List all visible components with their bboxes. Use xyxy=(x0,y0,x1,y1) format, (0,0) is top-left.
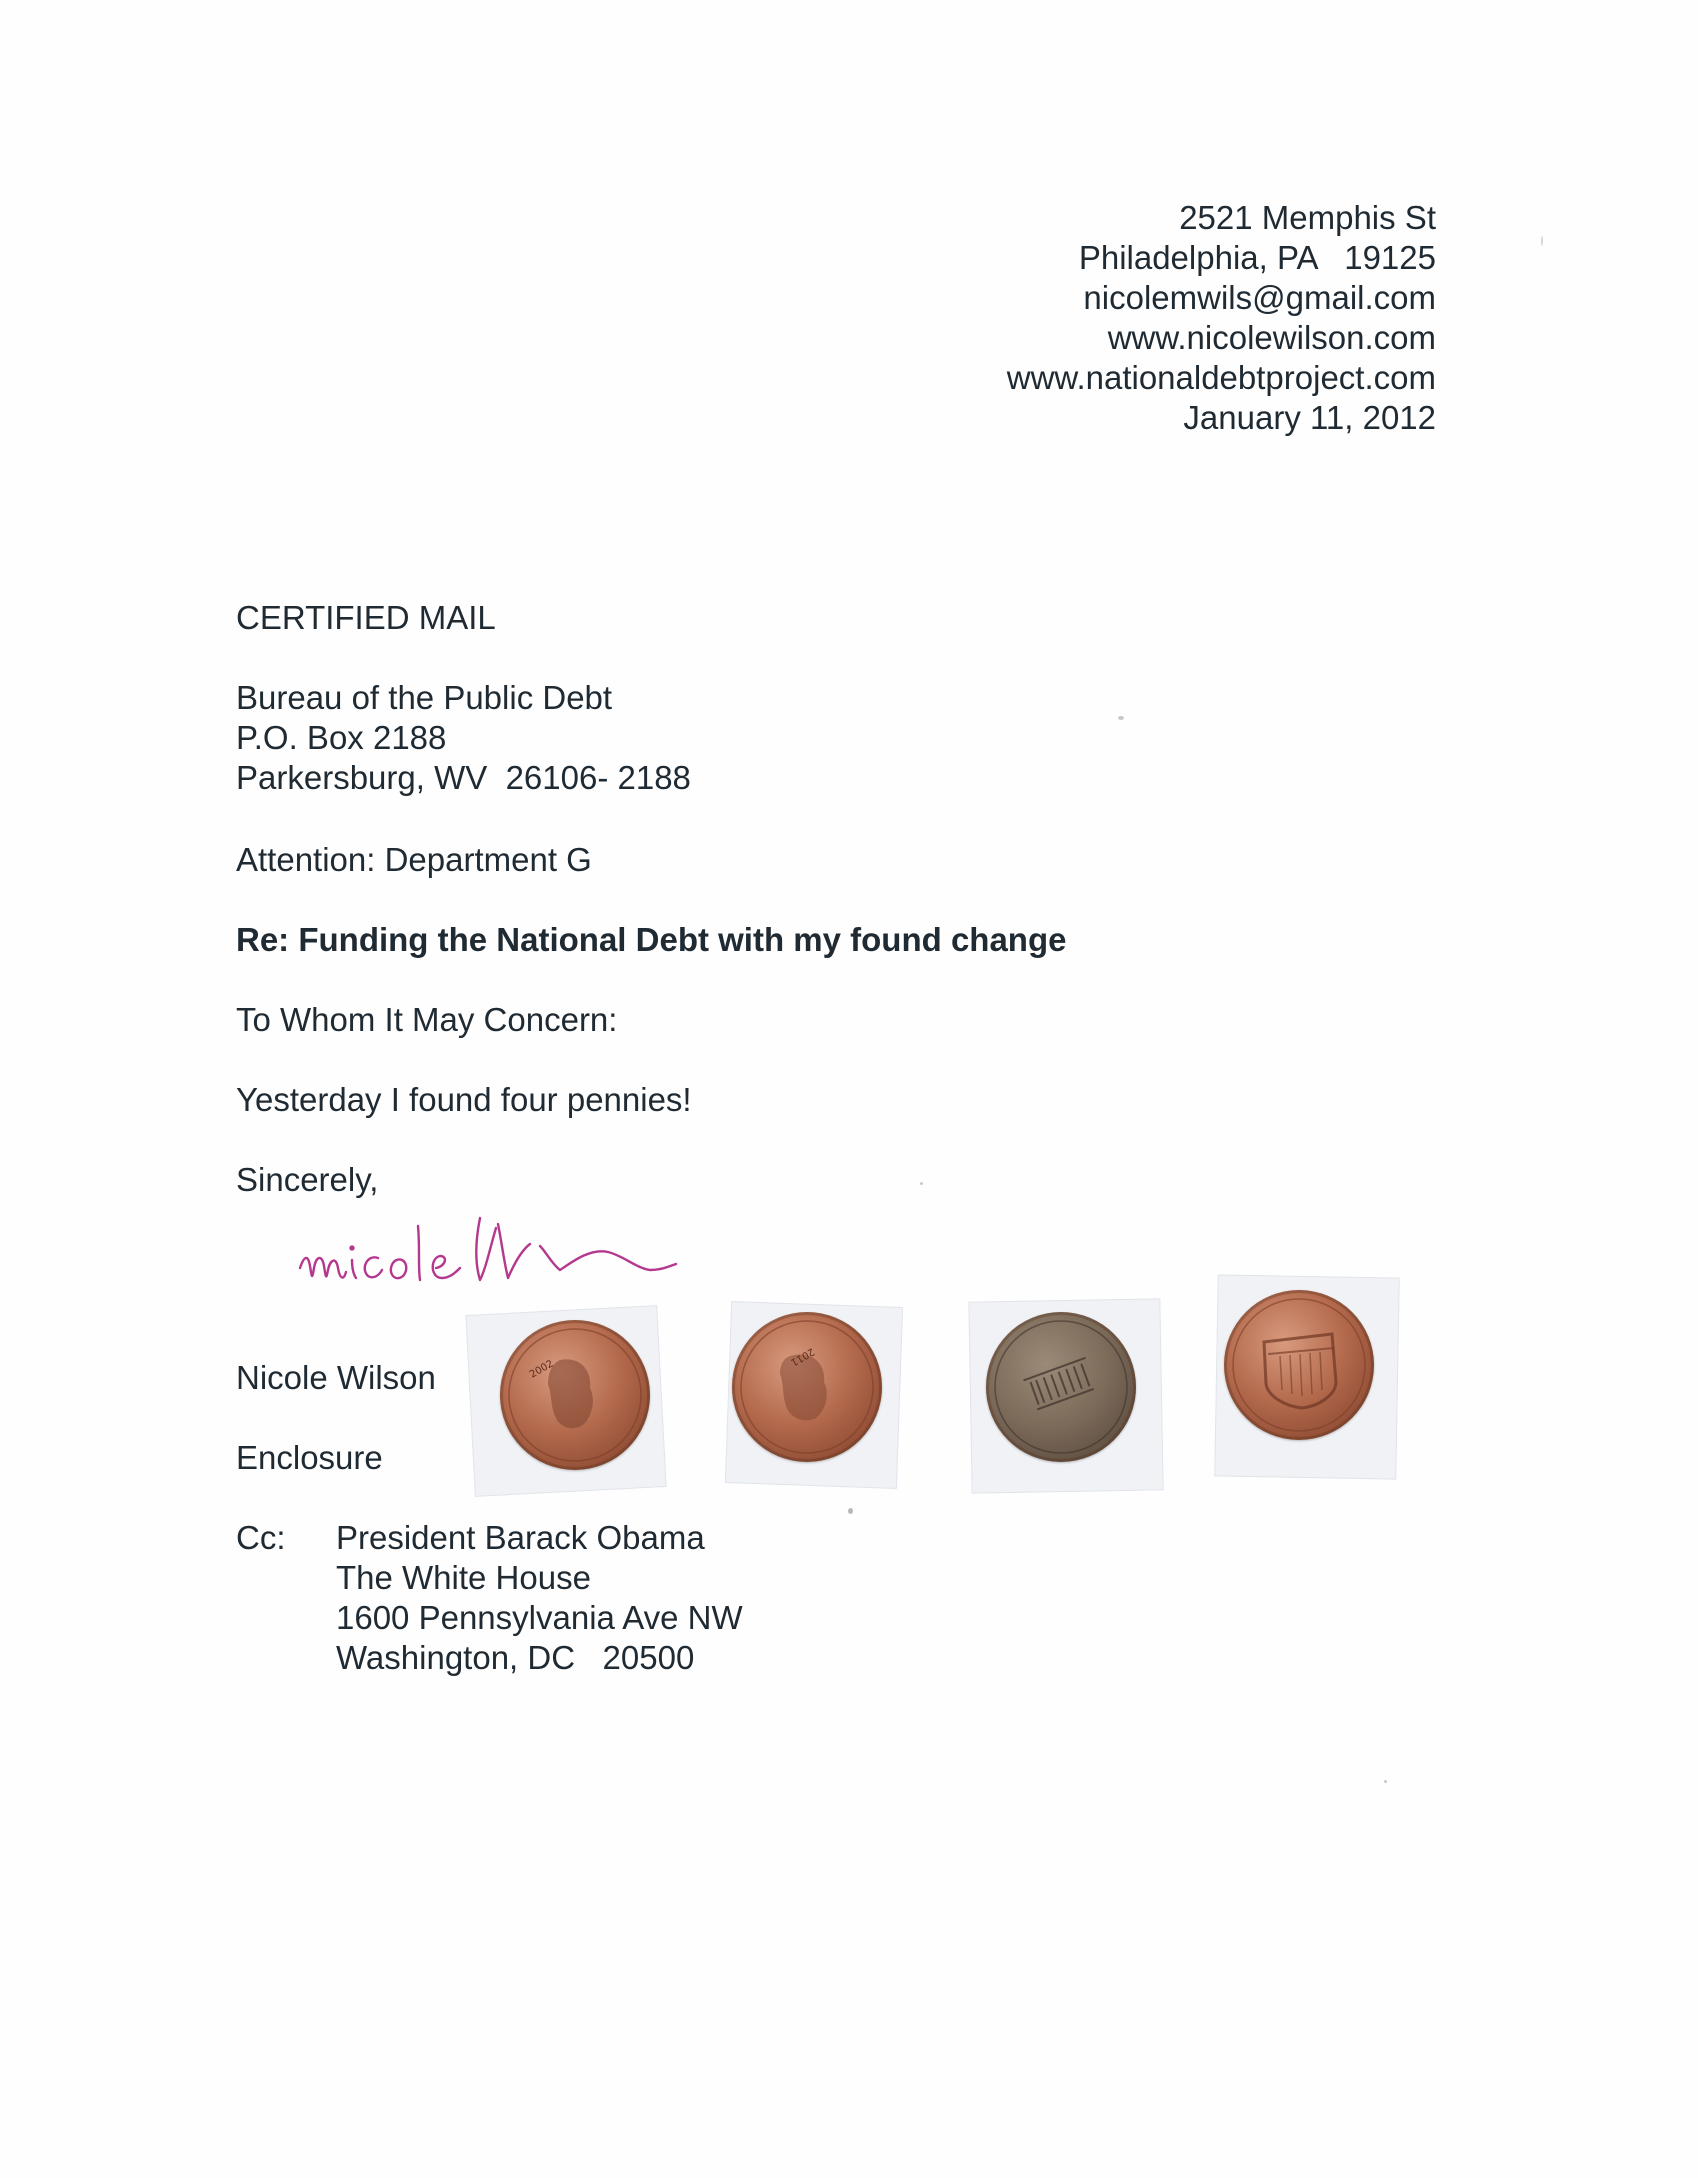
svg-text:2002: 2002 xyxy=(528,1358,556,1381)
cc-line: President Barack Obama xyxy=(336,1519,705,1556)
recipient-box: P.O. Box 2188 xyxy=(236,719,447,756)
sender-website-personal: www.nicolewilson.com xyxy=(1107,319,1436,356)
sender-street: 2521 Memphis St xyxy=(1179,199,1436,236)
penny-reverse-memorial-icon xyxy=(986,1312,1136,1462)
penny-obverse-icon xyxy=(500,1320,650,1470)
penny-obverse-icon xyxy=(732,1312,882,1462)
svg-text:2011: 2011 xyxy=(788,1345,816,1368)
handwritten-signature xyxy=(290,1208,690,1308)
scan-speck xyxy=(1541,236,1543,246)
cc-line: Washington, DC 20500 xyxy=(336,1639,695,1676)
enclosure-label: Enclosure xyxy=(236,1439,383,1476)
signer-name: Nicole Wilson xyxy=(236,1359,436,1396)
sender-website-project: www.nationaldebtproject.com xyxy=(1006,359,1436,396)
scan-speck xyxy=(848,1508,853,1514)
coin-attachment-1 xyxy=(470,1300,660,1500)
cc-line: The White House xyxy=(336,1559,591,1596)
cc-block xyxy=(236,1518,743,1678)
cc-address xyxy=(336,1518,743,1678)
scan-speck xyxy=(920,1182,923,1185)
recipient-address-block xyxy=(236,678,691,798)
salutation: To Whom It May Concern: xyxy=(236,1001,618,1038)
sender-email: nicolemwils@gmail.com xyxy=(1083,279,1436,316)
recipient-city-line: Parkersburg, WV 26106- 2188 xyxy=(236,759,691,796)
re-subject-line: Re: Funding the National Debt with my found change xyxy=(236,921,1067,958)
letter-body: Yesterday I found four pennies! xyxy=(236,1081,692,1118)
sender-city-line: Philadelphia, PA 19125 xyxy=(1078,239,1436,276)
coin-attachment-3 xyxy=(970,1290,1160,1490)
letter-date: January 11, 2012 xyxy=(1183,399,1436,436)
cc-label: Cc: xyxy=(236,1519,286,1556)
cc-line: 1600 Pennsylvania Ave NW xyxy=(336,1599,743,1636)
penny-reverse-shield-icon xyxy=(1224,1290,1374,1440)
scan-speck xyxy=(1118,716,1124,720)
scan-speck xyxy=(1384,1780,1387,1783)
coin-attachment-2 xyxy=(718,1290,908,1490)
coin-attachment-4 xyxy=(1212,1272,1402,1472)
certified-mail-label: CERTIFIED MAIL xyxy=(236,599,496,636)
attention-line: Attention: Department G xyxy=(236,841,592,878)
sender-address-block xyxy=(1007,198,1436,438)
closing: Sincerely, xyxy=(236,1161,379,1198)
recipient-name: Bureau of the Public Debt xyxy=(236,679,613,716)
